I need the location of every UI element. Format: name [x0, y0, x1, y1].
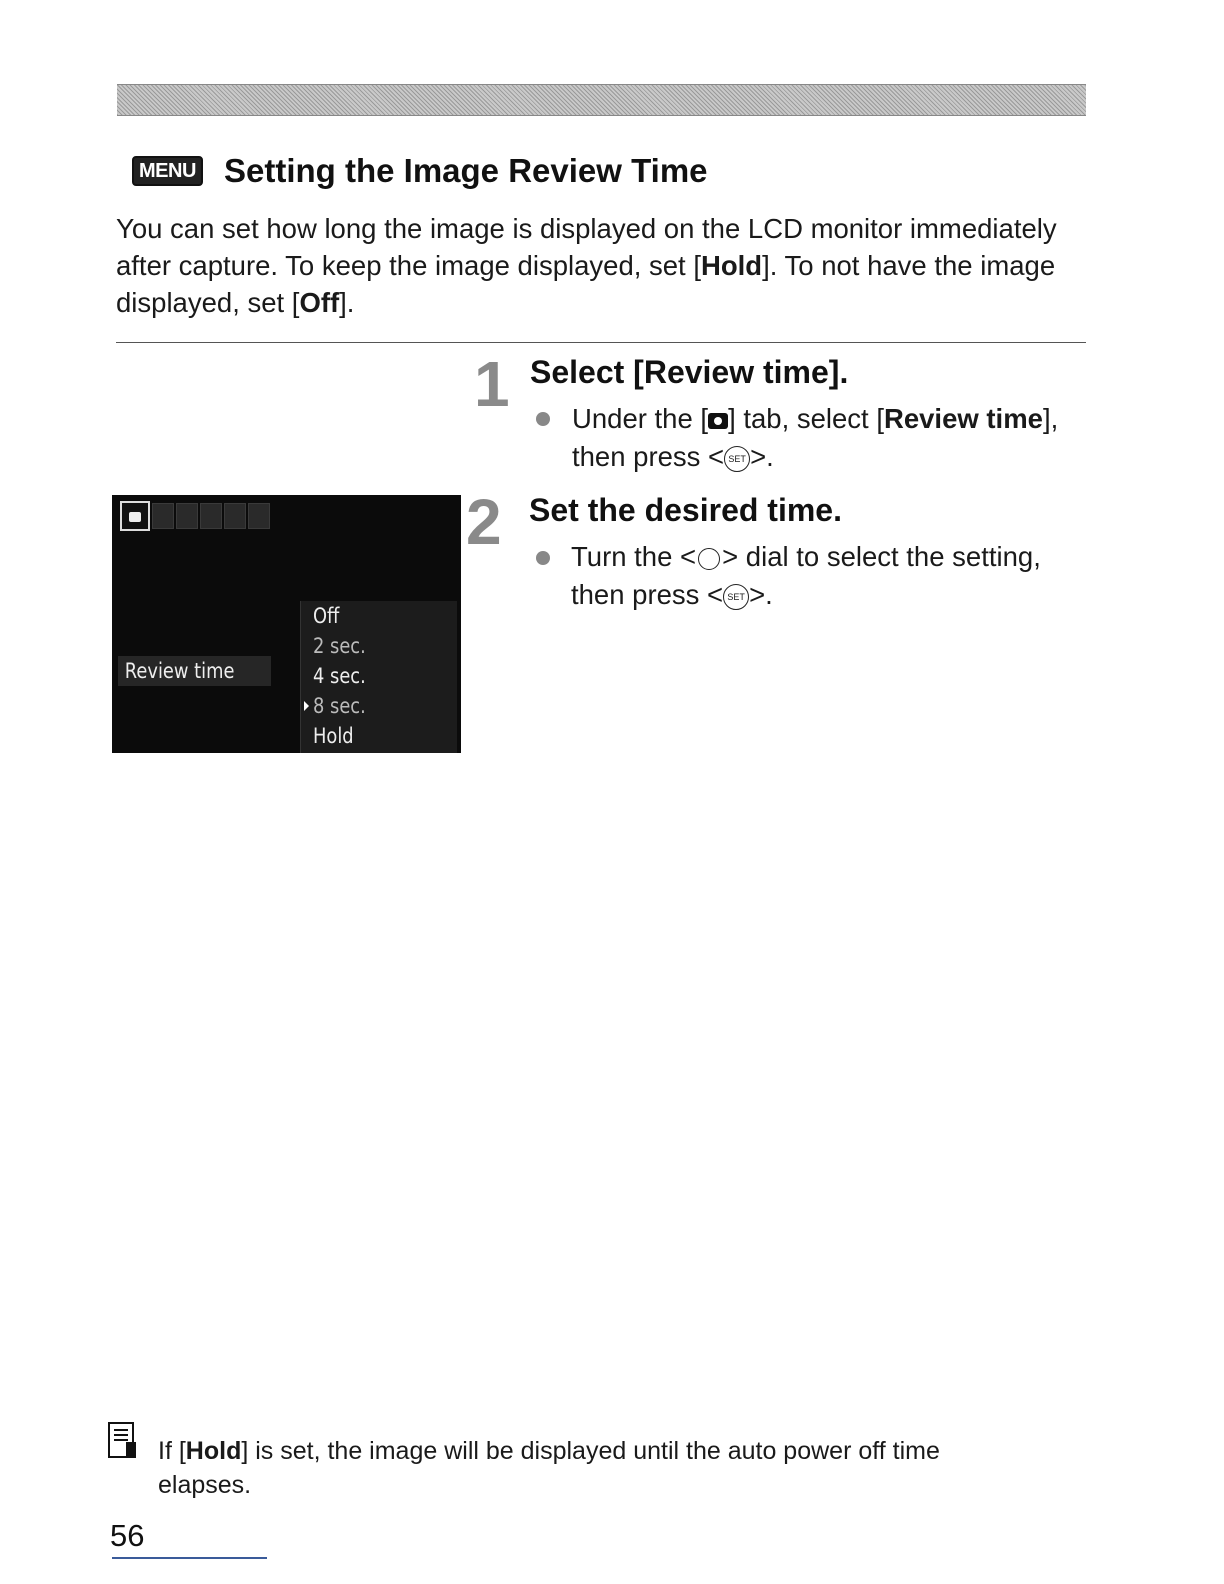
step-1-text-4: >.	[750, 441, 774, 472]
quick-control-dial-icon	[698, 548, 720, 570]
step-1-text-1: Under the [	[572, 403, 709, 434]
step-1-bold: Review time	[883, 403, 1043, 434]
menu-icon: MENU	[132, 156, 203, 186]
set-button-icon: SET	[724, 446, 750, 472]
lcd-menu-screen	[112, 495, 461, 753]
intro-paragraph	[116, 210, 1091, 321]
option-4-sec: 4 sec.	[313, 664, 366, 688]
step-2-text-1: Turn the <	[571, 541, 697, 572]
option-2-sec: 2 sec.	[313, 634, 366, 658]
menu-tab-icon	[224, 503, 246, 529]
intro-hold: Hold	[700, 250, 763, 281]
section-divider	[116, 342, 1086, 343]
intro-text-2: ]. To not have the image displayed, set [	[116, 250, 1056, 318]
review-time-label: Review time	[118, 656, 271, 686]
step-1-heading: Select [Review time].	[530, 354, 849, 390]
review-time-options	[300, 601, 457, 753]
step-1-bullet-icon	[536, 412, 550, 426]
step-2-heading: Set the desired time.	[529, 492, 842, 528]
header-pattern-bar	[117, 84, 1086, 116]
option-hold: Hold	[313, 724, 354, 748]
step-2-text-2: > dial to select the setting, then press <	[571, 541, 1041, 610]
selected-marker-icon	[304, 701, 309, 711]
option-off: Off	[313, 604, 340, 628]
note-text: If [Hold] is set, the image will be displayed until the auto power off time elapses.	[158, 1437, 940, 1499]
shooting-tab-icon	[120, 501, 150, 531]
page-number: 56	[110, 1518, 145, 1553]
memo-note-icon	[108, 1422, 134, 1458]
step-2-number: 2	[466, 486, 502, 558]
menu-tab-icon	[152, 503, 174, 529]
lcd-menu-tabs	[120, 501, 270, 531]
step-2-bullet-icon	[536, 551, 550, 565]
page-number-underline	[112, 1557, 267, 1559]
step-2-instruction	[571, 538, 1071, 614]
step-1-number: 1	[474, 348, 510, 420]
step-2-text-3: >.	[749, 579, 773, 610]
set-button-icon: SET	[723, 584, 749, 610]
shooting-tab-icon	[708, 413, 728, 429]
step-1-instruction	[572, 400, 1072, 476]
menu-tab-icon	[176, 503, 198, 529]
menu-tab-icon	[248, 503, 270, 529]
step-1-text-3: ], then press <	[572, 403, 1059, 472]
note-hold: Hold	[185, 1437, 242, 1465]
intro-text-1: You can set how long the image is displayed on the LCD monitor immediately after capture. To keep the image displayed, set [	[116, 213, 1057, 281]
menu-tab-icon	[200, 503, 222, 529]
intro-off: Off	[299, 287, 340, 318]
step-1-text-2: ] tab, select [	[728, 403, 884, 434]
page-title: Setting the Image Review Time	[224, 152, 708, 189]
intro-text-3: ].	[339, 287, 355, 318]
option-8-sec-selected: 8 sec.	[301, 691, 457, 721]
